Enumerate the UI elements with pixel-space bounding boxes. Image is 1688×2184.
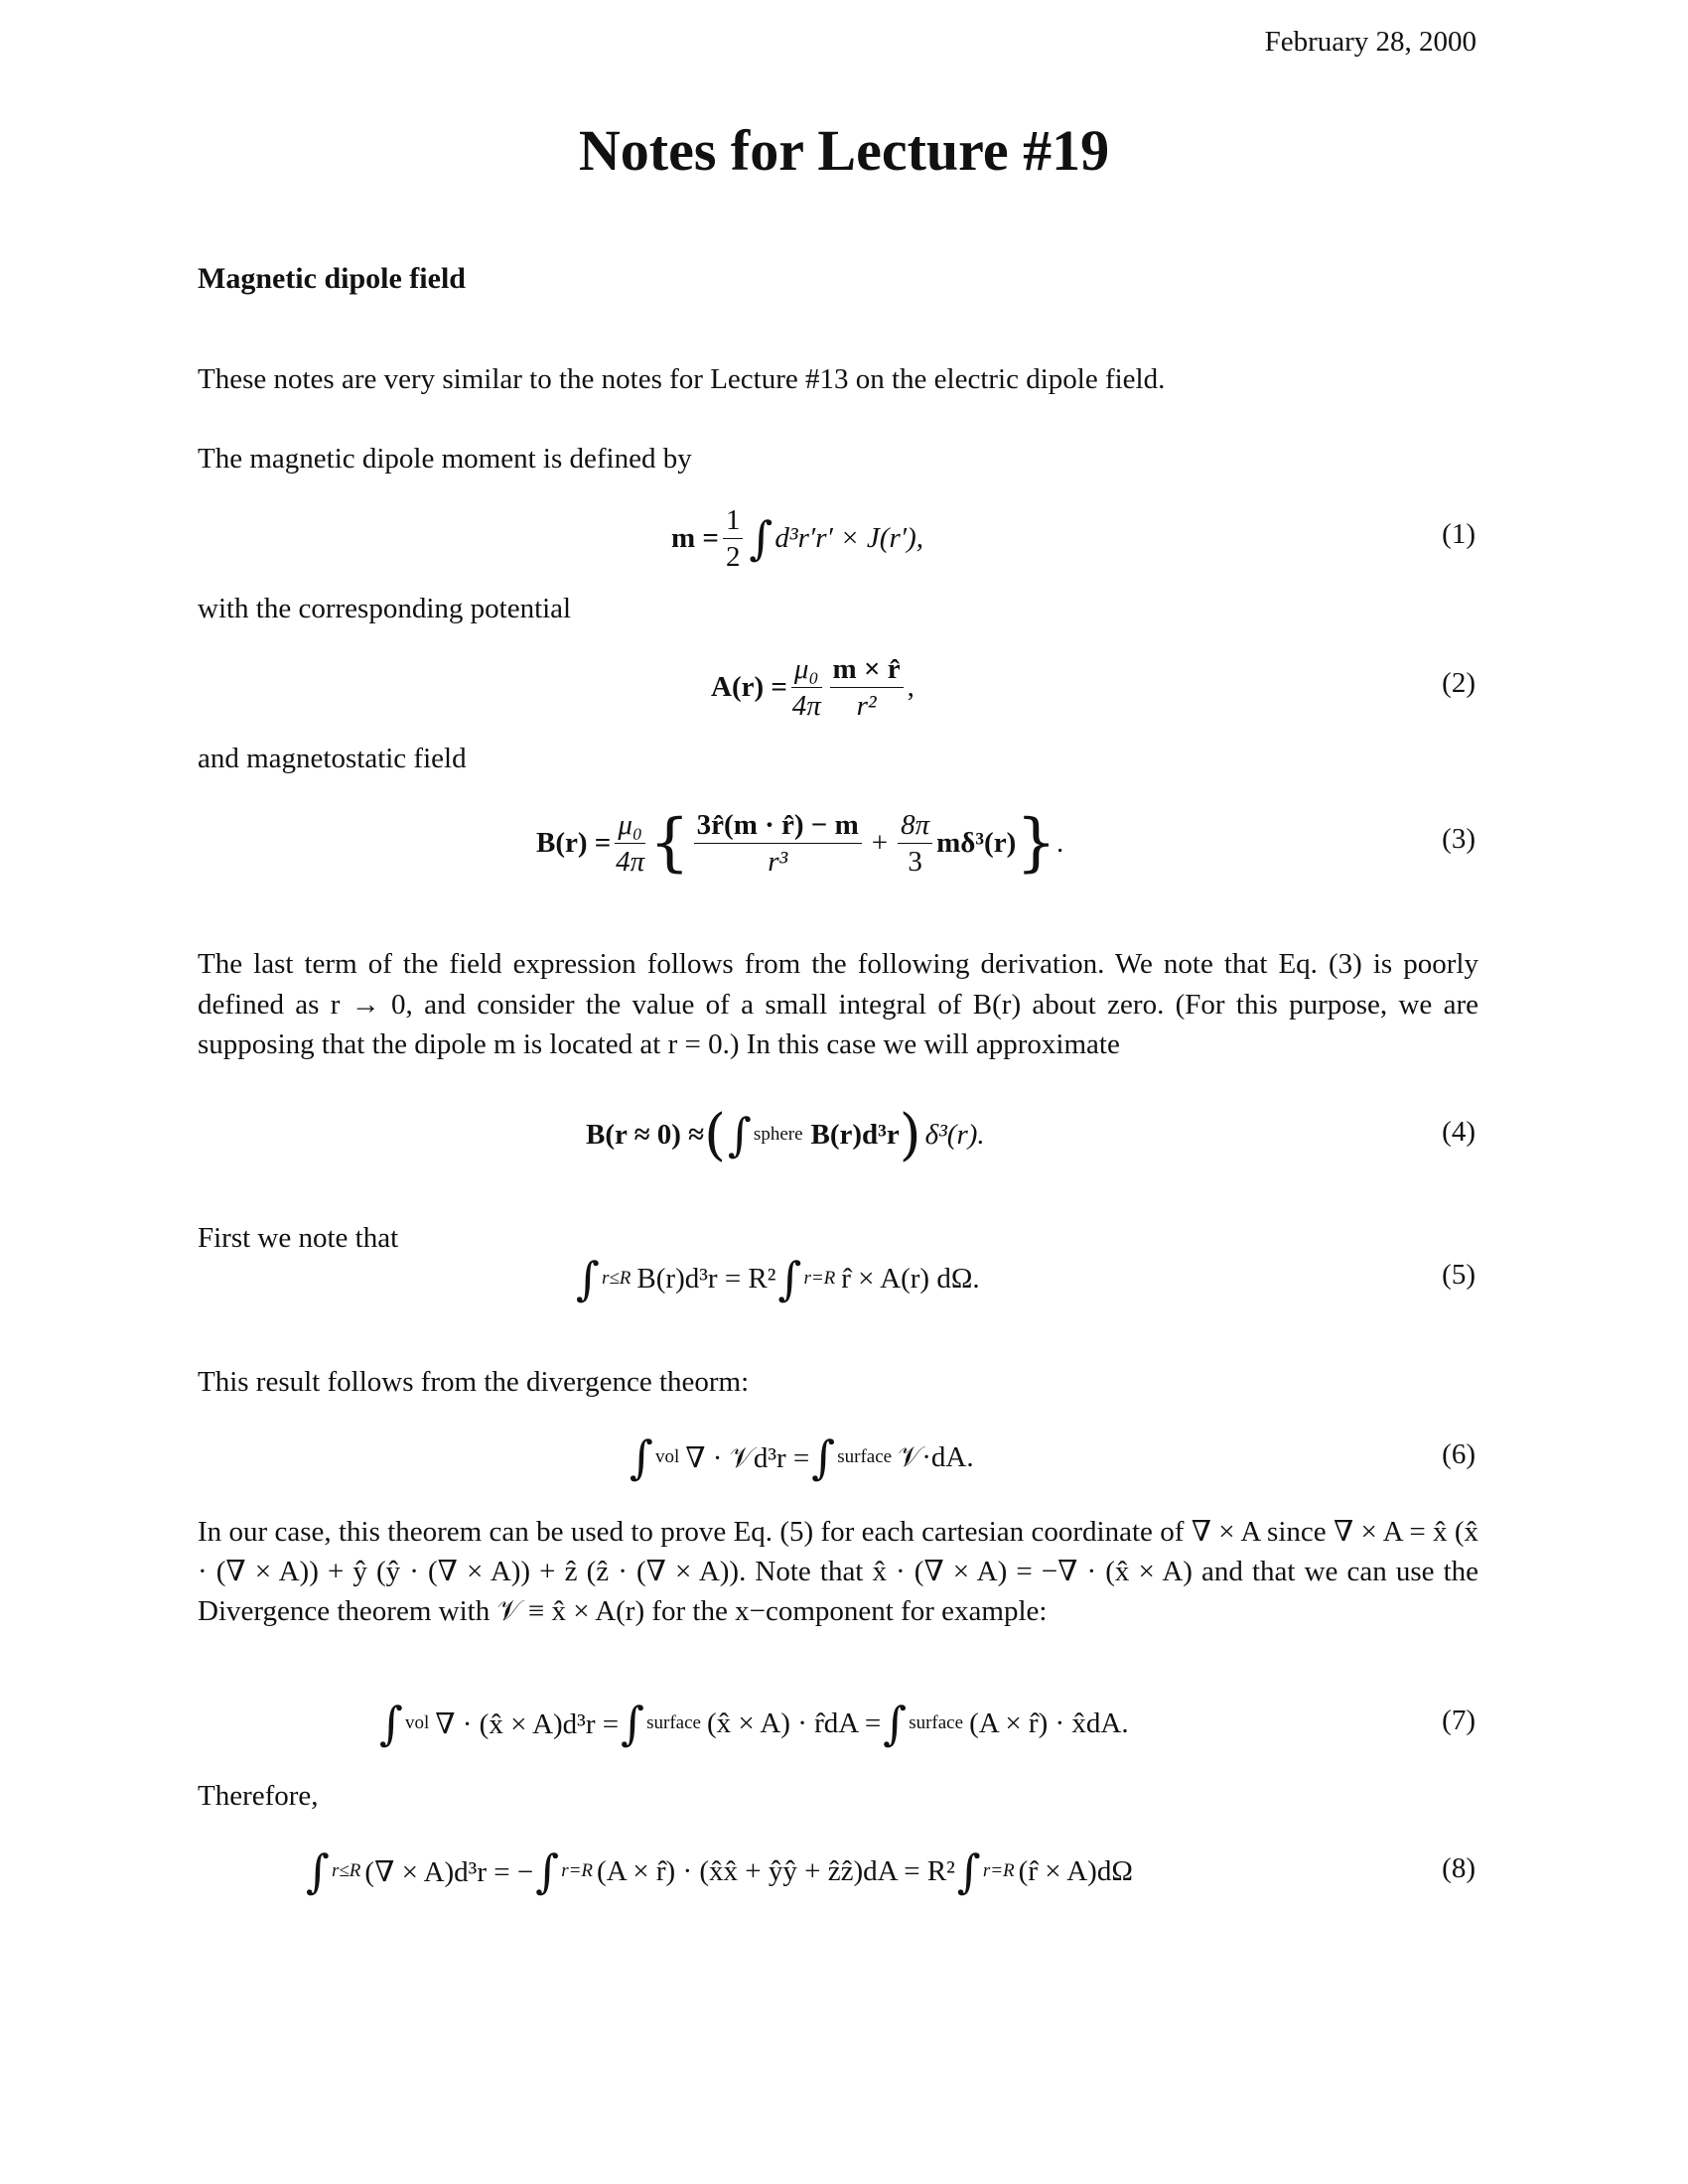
eq1-frac-den: 2 <box>725 540 741 573</box>
eq2-fraction-1 <box>791 651 822 724</box>
eq8-int2-sub: r=R <box>561 1860 594 1881</box>
eq3-fraction-3 <box>898 807 932 880</box>
eq7-int1-sub: vol <box>404 1712 430 1733</box>
eq3-tail: mδ³(r) <box>936 826 1017 859</box>
section-heading: Magnetic dipole field <box>198 262 466 295</box>
integral-sign: ∫ <box>777 1252 802 1305</box>
eq2-f1-den: 4π <box>791 689 821 722</box>
eq6-int1-sub: vol <box>654 1446 680 1467</box>
equation-3 <box>536 799 1063 887</box>
integral-sign: ∫ <box>621 1697 645 1750</box>
integral-sign: ∫ <box>727 1108 752 1161</box>
eq3-f1-den: 4π <box>616 845 645 878</box>
eq1-fraction <box>723 502 744 575</box>
eq7-int3-sub: surface <box>909 1712 964 1733</box>
eq3-f3-num: 8π <box>898 807 932 844</box>
paragraph-potential: with the corresponding potential <box>198 593 572 624</box>
eq2-tail: , <box>907 670 914 703</box>
eq4-tail: δ³(r). <box>924 1118 985 1151</box>
eq8-body3: (r̂ × A)dΩ <box>1018 1854 1133 1887</box>
eq7-body3: (A × r̂) · x̂dA. <box>969 1706 1129 1739</box>
paragraph-first-note: First we note that <box>198 1222 399 1254</box>
integral-sign: ∫ <box>883 1697 908 1750</box>
eq3-plus: + <box>871 826 889 859</box>
equation-5 <box>574 1241 980 1316</box>
eq5-body2: r̂ × A(r) dΩ. <box>841 1262 980 1295</box>
equation-7 <box>377 1686 1129 1761</box>
eq6-int2-sub: surface <box>837 1446 893 1467</box>
eq2-f1-num: μ₀ <box>791 651 822 688</box>
eq3-f1-num: μ₀ <box>615 807 645 844</box>
eq2-lhs: A(r) = <box>711 670 787 703</box>
paragraph-therefore: Therefore, <box>198 1780 319 1812</box>
eq5-int1-sub: r≤R <box>601 1268 632 1289</box>
eq3-fraction-2 <box>694 807 862 880</box>
equation-number-7: (7) <box>1442 1705 1476 1736</box>
eq7-body2: (x̂ × A) · r̂dA = <box>706 1706 882 1739</box>
equation-number-1: (1) <box>1442 518 1476 550</box>
eq2-f2-num: m × r̂ <box>830 651 904 688</box>
paragraph-moment-definition: The magnetic dipole moment is defined by <box>198 443 692 475</box>
integral-sign: ∫ <box>306 1844 330 1898</box>
equation-number-4: (4) <box>1442 1116 1476 1148</box>
eq7-int2-sub: surface <box>646 1712 701 1733</box>
paragraph-cartesian: In our case, this theorem can be used to prove Eq. (5) for each cartesian coordinate of ∇ × A since ∇ × A = x̂ (x̂ · (∇ × A)) + ŷ (ŷ · (∇ × A)) + ẑ (ẑ · (∇ × A)). Note that x̂ · (∇ × A) = −∇ · (x̂ × A) and that we can use the Divergence theorem with 𝒱 ≡ x̂ × A(r) for the x−component for example: <box>198 1516 1478 1627</box>
eq6-body1: ∇ · 𝒱d³r = <box>685 1441 810 1474</box>
eq4-int-sub: sphere <box>753 1124 803 1145</box>
equation-2 <box>711 645 914 729</box>
eq3-fraction-1 <box>615 807 645 880</box>
eq4-body: B(r)d³r <box>810 1118 900 1151</box>
eq1-lhs: m = <box>671 521 719 554</box>
integral-sign: ∫ <box>956 1844 981 1898</box>
equation-number-2: (2) <box>1442 667 1476 699</box>
eq1-body: d³r′r′ × J(r′), <box>774 521 923 554</box>
equation-number-8: (8) <box>1442 1852 1476 1884</box>
integral-sign: ∫ <box>811 1431 836 1484</box>
equation-8 <box>304 1834 1133 1909</box>
eq3-lhs: B(r) = <box>536 826 612 859</box>
paragraph-derivation: The last term of the field expression follows from the following derivation. We note that Eq. (3) is poorly defined as r → 0, and consider the value of a small integral of B(r) about zero. (For this purpose, we are supposing that the dipole m is located at r = 0.) In this case we will approximate <box>198 948 1478 1060</box>
equation-1 <box>671 496 923 580</box>
equation-number-3: (3) <box>1442 823 1476 855</box>
left-brace: { <box>648 806 690 880</box>
paragraph-intro: These notes are very similar to the notes for Lecture #13 on the electric dipole field. <box>198 363 1166 395</box>
eq3-f2-num: 3r̂(m · r̂) − m <box>694 807 862 844</box>
eq3-f3-den: 3 <box>908 845 922 878</box>
equation-4 <box>586 1097 985 1172</box>
eq5-int2-sub: r=R <box>803 1268 836 1289</box>
eq8-body2: (A × r̂) · (x̂x̂ + ŷŷ + ẑẑ)dA = R² <box>597 1854 955 1887</box>
integral-sign: ∫ <box>630 1431 653 1484</box>
integral-sign: ∫ <box>576 1252 600 1305</box>
eq1-frac-num: 1 <box>723 502 744 539</box>
paragraph-field: and magnetostatic field <box>198 743 467 774</box>
right-brace: } <box>1016 806 1056 880</box>
eq8-int1-sub: r≤R <box>331 1860 361 1881</box>
eq5-body1: B(r)d³r = R² <box>636 1262 776 1295</box>
equation-number-6: (6) <box>1442 1438 1476 1470</box>
eq3-f2-den: r³ <box>768 845 788 878</box>
integral-sign: ∫ <box>379 1697 403 1750</box>
document-date: February 28, 2000 <box>1264 26 1477 58</box>
integral-sign: ∫ <box>749 511 774 565</box>
eq2-fraction-2 <box>830 651 904 724</box>
right-paren: ) <box>899 1102 921 1167</box>
eq8-body1: (∇ × A)d³r = − <box>364 1855 534 1888</box>
paragraph-divergence: This result follows from the divergence theorm: <box>198 1366 750 1398</box>
eq8-int3-sub: r=R <box>982 1860 1015 1881</box>
eq6-body2: 𝒱·dA. <box>898 1440 974 1473</box>
eq2-f2-den: r² <box>856 689 877 722</box>
equation-6 <box>628 1420 974 1495</box>
eq7-body1: ∇ · (x̂ × A)d³r = <box>435 1707 620 1740</box>
integral-sign: ∫ <box>535 1844 560 1898</box>
left-paren: ( <box>704 1102 726 1167</box>
equation-number-5: (5) <box>1442 1259 1476 1291</box>
eq4-lhs: B(r ≈ 0) ≈ <box>586 1118 705 1151</box>
page-title: Notes for Lecture #19 <box>578 118 1110 183</box>
eq3-end: . <box>1055 826 1064 859</box>
